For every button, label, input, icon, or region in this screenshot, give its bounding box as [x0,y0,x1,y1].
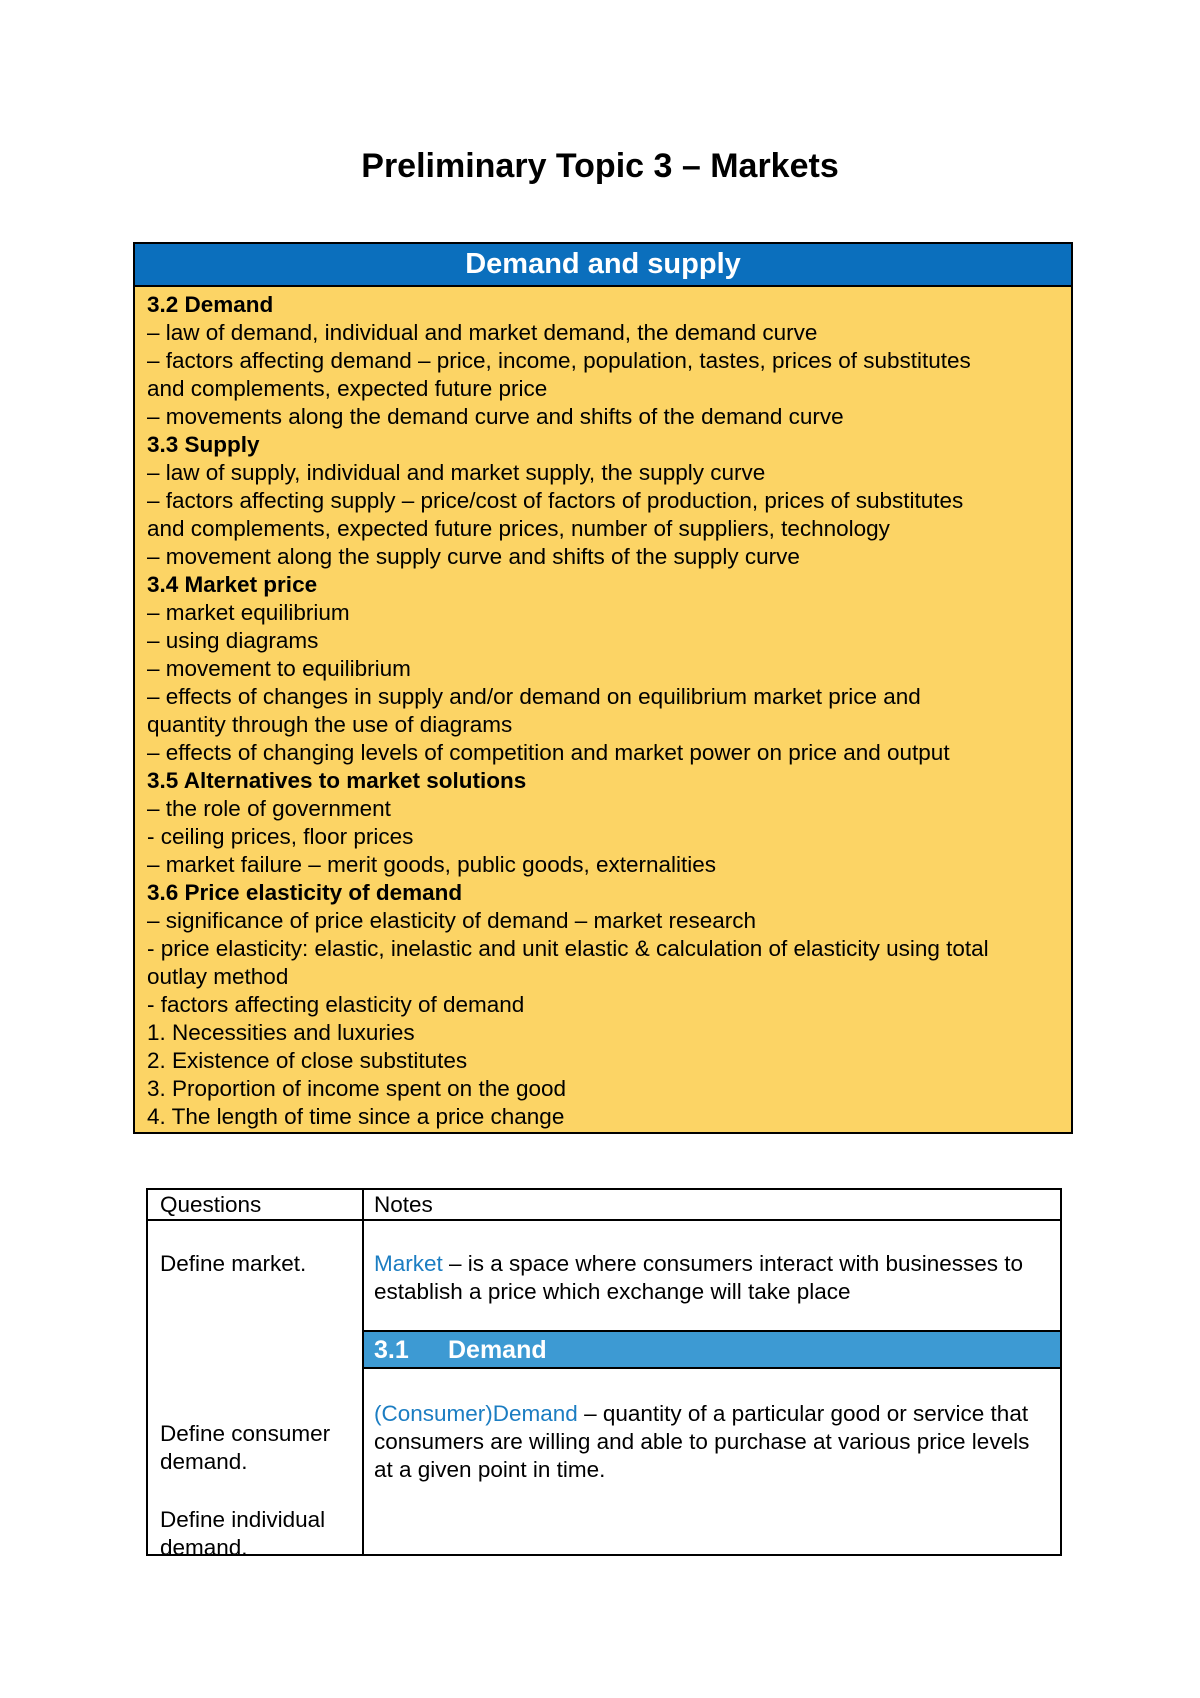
syllabus-line: – effects of changes in supply and/or demand on equilibrium market price and [147,684,921,709]
note-market-definition [374,1250,1054,1306]
syllabus-line: outlay method [147,964,289,989]
syllabus-line: - ceiling prices, floor prices [147,824,414,849]
syllabus-line: 3. Proportion of income spent on the good [147,1076,567,1101]
syllabus-line: 1. Necessities and luxuries [147,1020,415,1045]
syllabus-line: – market failure – merit goods, public goods, externalities [147,852,717,877]
term-market: Market [374,1251,443,1276]
syllabus-section-heading: 3.2 Demand [147,292,274,317]
syllabus-header: Demand and supply [135,244,1071,287]
syllabus-line: quantity through the use of diagrams [147,712,513,737]
syllabus-line: – the role of government [147,796,391,821]
syllabus-line: – significance of price elasticity of demand – market research [147,908,757,933]
notes-table [146,1188,1062,1560]
syllabus-line: - factors affecting elasticity of demand [147,992,525,1017]
column-divider [362,1190,364,1554]
syllabus-line: – law of demand, individual and market demand, the demand curve [147,320,818,345]
syllabus-line: - price elasticity: elastic, inelastic and unit elastic & calculation of elasticity using total [147,936,989,961]
syllabus-line: and complements, expected future prices, number of suppliers, technology [147,516,890,541]
notes-column-header: Notes [374,1192,433,1217]
note-consumer-demand-definition [374,1400,1054,1484]
syllabus-section-heading: 3.4 Market price [147,572,318,597]
questions-column-header: Questions [160,1192,262,1217]
syllabus-line: 4. The length of time since a price change [147,1104,565,1129]
section-number: 3.1 [374,1336,409,1364]
syllabus-line: – market equilibrium [147,600,350,625]
syllabus-line: 2. Existence of close substitutes [147,1048,468,1073]
consumer-demand-definition-text: – quantity of a particular good or service that consumers are willing and able to purchase at various price levels at a given point in time. [374,1401,1030,1482]
section-bar-demand [364,1332,1060,1369]
question-define-consumer-demand: Define consumer demand. [160,1421,331,1474]
syllabus-line: – factors affecting supply – price/cost of factors of production, prices of substitutes [147,488,964,513]
question-define-market: Define market. [160,1251,307,1276]
syllabus-line: – using diagrams [147,628,319,653]
syllabus-line: – movement along the supply curve and shifts of the supply curve [147,544,800,569]
market-definition-text: – is a space where consumers interact with businesses to establish a price which exchange will take place [374,1251,1024,1304]
syllabus-line: – factors affecting demand – price, income, population, tastes, prices of substitutes [147,348,971,373]
question-define-individual-demand: Define individual demand. [160,1507,326,1560]
syllabus-body [135,287,1071,1131]
syllabus-line: and complements, expected future price [147,376,548,401]
syllabus-line: – effects of changing levels of competition and market power on price and output [147,740,950,765]
term-consumer-demand: (Consumer)Demand [374,1401,578,1426]
syllabus-box [133,242,1073,1134]
syllabus-line: – movement to equilibrium [147,656,411,681]
syllabus-section-heading: 3.5 Alternatives to market solutions [147,768,527,793]
syllabus-section-heading: 3.3 Supply [147,432,260,457]
header-divider [148,1219,1060,1221]
page-title: Preliminary Topic 3 – Markets [361,147,839,185]
syllabus-line: – movements along the demand curve and shifts of the demand curve [147,404,844,429]
section-title: Demand [448,1336,547,1364]
syllabus-line: – law of supply, individual and market supply, the supply curve [147,460,766,485]
syllabus-section-heading: 3.6 Price elasticity of demand [147,880,463,905]
